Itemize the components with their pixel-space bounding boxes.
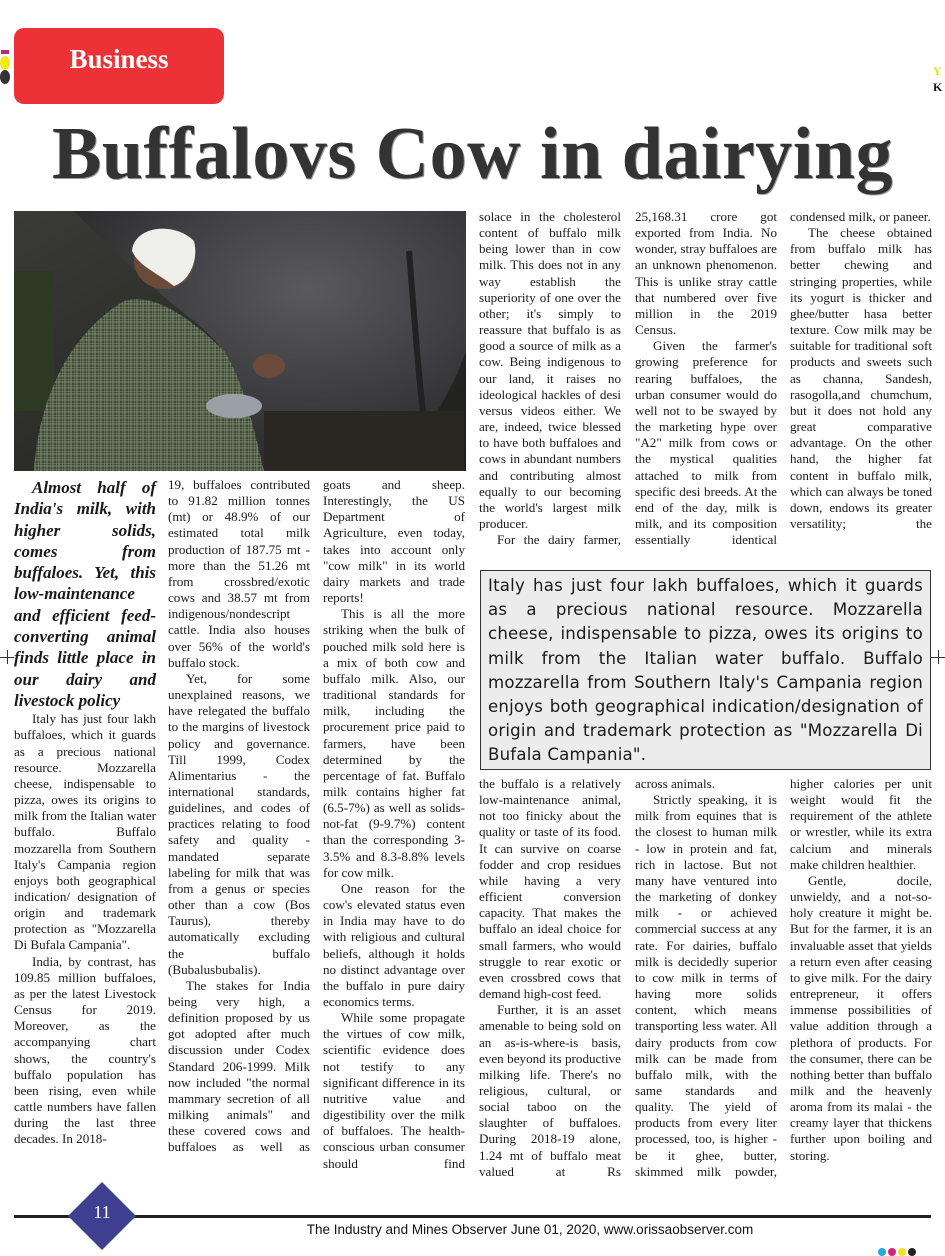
- article-column-6-top: [790, 209, 932, 532]
- paragraph: Gentle, docile, unwieldy, and a not-so-holy creature it might be. But for the farmer, it is an invaluable asset that yields a return even after ceasing to give milk. For the dairy entrepreneur, it offers immense possibilities of value addition through a plethora of products. For the consumer, there can be nothing better than buffalo milk and the heavenly aroma from its malai - the creamy layer that thickens further upon boiling and storing.: [790, 872, 932, 1163]
- paragraph: solace in the cholesterol content of buffalo milk being lower than in cow milk. This does not in any way establish the superiority of one over the other; it's simply to reassure that buffalo is as good a source of milk as a cow. Being indigenous to our land, it raises no ideological hackles of desi versus videos either. We are, indeed, twice blessed to have both buffaloes and cows in abundant numbers and contributing almost equally to our becoming the world's largest milk producer.: [479, 209, 621, 531]
- paragraph: Further, it is an asset amenable to being sold on an as-is-where-is basis, even beyond its productive milking life. There's no religious, cultural, or social taboo on the slaughter of buffaloes. During 2018-19 alone, 1.24 mt of buffalo meat valued at Rs: [479, 1002, 621, 1179]
- crop-mark: [938, 650, 939, 664]
- paragraph: The cheese obtained from buffalo milk has better chewing and stringing properties, while its yogurt is thicker and ghee/butter hasa better texture. Cow milk may be suitable for traditional soft products and sweets such as channa, Sandesh, rasogolla,and chumchum, but it does not hold any great comparative advantage. On the other hand, the higher fat content in buffalo milk, which can always be toned down, endows its greater versatility; the: [790, 225, 932, 531]
- paragraph: India, by contrast, has 109.85 million buffaloes, as per the latest Livestock Census for 2019. Moreover, as the accompanying chart shows, the country's buffalo population has been rising, even while cattle numbers have fallen during the last three decades. In 2018-: [14, 953, 156, 1147]
- article-column-5-top: [635, 209, 777, 548]
- paragraph: the buffalo is a relatively low-maintenance animal, not too finicky about the quality or taste of its food. It can survive on coarse fodder and crop residues while having a very efficient conversion capacity. That makes the buffalo an ideal choice for small farmers, who would struggle to rear exotic or even crossbred cows that demand high-cost feed.: [479, 776, 621, 1002]
- paragraph: The stakes for India being very high, a definition proposed by us got adopted after much discussion under Codex Standard 206-1999. Milk now included "the normal mammary secretion of all milking animals" and these covered cows and buffaloes as well as: [168, 977, 310, 1155]
- headline: Buffalovs Cow in dairying: [51, 113, 894, 195]
- article-column-2: [168, 477, 310, 1156]
- paragraph: For the dairy farmer,: [497, 532, 621, 548]
- article-column-3: [323, 477, 465, 1172]
- paragraph: goats and sheep. Interestingly, the US Department of Agriculture, even today, takes into account only "cow milk" in its world dairy markets and trade reports!: [323, 477, 465, 606]
- registration-dot-yellow: [0, 56, 10, 70]
- article-column-5-bottom: [635, 776, 777, 1180]
- article-photo: [14, 211, 466, 471]
- registration-mark-y: Y: [933, 64, 942, 78]
- paragraph: Italy has just four lakh buffaloes, which it guards as a precious national resource. Mozzarella cheese, indispensable to pizza, owes its origins to milk from the Italian water buffalo. Buffalo mozzarella from Southern Italy's Campania region enjoys both geographical indication/ designation of origin and trademark protection as "Mozzarella Di Bufala Campania".: [14, 711, 156, 953]
- paragraph: Strictly speaking, it is milk from equines that is the closest to human milk - low in protein and fat, rich in lactose. But not many have ventured into the marketing of donkey milk - or achieved commercial success at any rate. For dairies, buffalo milk is decidedly superior to cow milk in terms of having more solids content, which means transporting less water. All dairy products from cow milk can be made from buffalo milk, with the same standards and quality. The yield of products from every liter processed, too, is higher - be it ghee, butter, skimmed milk powder,: [635, 792, 777, 1179]
- article-column-4-bottom: [479, 776, 621, 1180]
- crop-mark: [7, 650, 8, 664]
- paragraph: 25,168.31 crore got exported from India. No wonder, stray buffaloes are an unknown phenomenon. This is unlike stray cattle that numbered over five million in the 2019 Census.: [635, 209, 777, 338]
- article-deck: Almost half of India's milk, with higher solids, comes from buffaloes. Yet, this low-maintenance and efficient feed-converting animal finds little place in our dairy and livestock policy: [14, 478, 156, 710]
- column-body: [14, 711, 156, 1147]
- page-number: 11: [93, 1202, 111, 1222]
- registration-dot-black: [0, 70, 10, 84]
- paragraph: 19, buffaloes contributed to 91.82 million tonnes (mt) or 48.9% of our estimated total milk production of 187.75 mt - more than the 51.26 mt from crossbred/exotic cows and 38.57 mt from indigenous/nondescript cattle. India also houses over 56% of the world's buffalo stock.: [168, 477, 310, 670]
- paragraph: One reason for the cow's elevated status even in India may have to do with religious and cultural beliefs, although it holds no distinct advantage over the buffalo in pure dairy economics terms.: [323, 880, 465, 1009]
- article-column-4-top: [479, 209, 621, 548]
- paragraph: higher calories per unit weight would fit the requirement of the athlete or wrestler, while its extra calcium and minerals make children healthier.: [790, 776, 932, 872]
- footer-publication-info: The Industry and Mines Observer June 01, 2020, www.orissaobserver.com: [306, 1222, 754, 1237]
- paragraph: condensed milk, or paneer.: [790, 209, 931, 224]
- paragraph: This is all the more striking when the bulk of pouched milk sold here is a mix of both cow and buffalo milk. Also, our traditional standards for milk, including the procurement price paid to farmers, have been determined by the percentage of fat. Buffalo milk contains higher fat (6.5-7%) as well as solids-not-fat (9-9.7%) content than the corresponding 3-3.5% and 8.3-8.8% levels for cow milk.: [323, 606, 465, 880]
- footer-rule: [14, 1215, 931, 1218]
- section-label: Business: [14, 28, 224, 104]
- farmer-milking-buffalo-photo: [14, 211, 466, 471]
- registration-mark-k: K: [933, 80, 943, 94]
- paragraph: Given the farmer's growing preference for rearing buffaloes, the urban consumer would do well not to be swayed by the marketing hype over "A2" milk from cows or the mystical qualities attached to milk from specific desi breeds. At the end of the day, milk is milk, and its composition essentially identical: [635, 338, 777, 548]
- pull-quote: Italy has just four lakh buffaloes, which it guards as a precious national resource. Mozzarella cheese, indispensable to pizza, owes its origins to milk from the Italian water buffalo. Buffalo mozzarella from Southern Italy's Campania region enjoys both geographical indication/designation of origin and trademark protection as "Mozzarella Di Bufala Campania".: [480, 570, 931, 770]
- article-column-1: [14, 477, 156, 1147]
- paragraph: Yet, for some unexplained reasons, we have relegated the buffalo to the margins of livestock policy and governance. Till 1999, Codex Alimentarius - the international standards, guidelines, and codes of practices relating to food safety and quality - mandated separate labeling for milk that was from a genus or species other than a cow (Bos Taurus), thereby automatically excluding the buffalo (Bubalusbubalis).: [168, 670, 310, 977]
- article-column-6-bottom: [790, 776, 932, 1164]
- registration-dot-magenta: [1, 50, 9, 54]
- paragraph: While some propagate the virtues of cow milk, scientific evidence does not testify to any significant difference in its nutritive value and digestibility over the milk of buffaloes. The health-conscious urban consumer should find: [323, 1010, 465, 1171]
- paragraph: across animals.: [635, 776, 715, 791]
